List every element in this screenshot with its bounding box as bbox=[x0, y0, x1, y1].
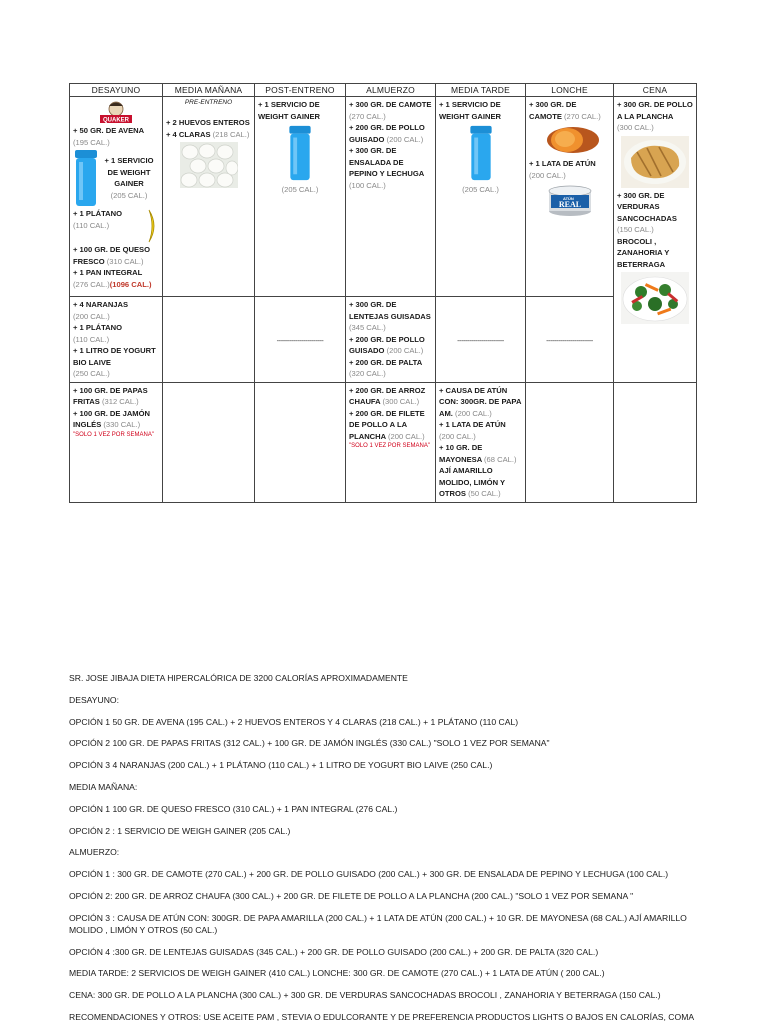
item-mayonesa: + 10 GR. DE MAYONESA (68 CAL.) bbox=[439, 443, 517, 464]
dash-line: ----------------------- bbox=[276, 336, 324, 345]
cell-desayuno-3 bbox=[70, 382, 163, 502]
shaker-group bbox=[73, 148, 159, 208]
header-media-tarde: MEDIA TARDE bbox=[436, 84, 526, 97]
cell-lonche-2 bbox=[526, 297, 614, 383]
item-cena-verduras: + 300 GR. DE VERDURAS SANCOCHADAS (150 CAL.) bbox=[617, 190, 677, 234]
item-post-servicio: + 1 SERVICIO DE WEIGHT GAINER bbox=[258, 100, 321, 121]
item-queso: + 100 GR. DE QUESO FRESCO (310 CAL.) bbox=[73, 245, 151, 266]
summary-line: MEDIA MAÑANA: bbox=[69, 781, 138, 792]
cell-media-manana-2 bbox=[163, 297, 255, 383]
summary-line: OPCIÓN 3 4 NARANJAS (200 CAL.) + 1 PLÁTANO (110 CAL.) + 1 LITRO DE YOGURT BIO LAIVE (250 CAL.) bbox=[69, 760, 493, 771]
cell-post-entreno-2 bbox=[255, 297, 346, 383]
summary-line: OPCIÓN 2: 200 GR. DE ARROZ CHAUFA (300 CAL.) + 200 GR. DE FILETE DE POLLO A LA PLANCHA (200 CAL.) "SOLO 1 VEZ POR SEMANA " bbox=[69, 890, 634, 901]
item-claras: + 4 CLARAS (218 CAL.) bbox=[166, 129, 250, 139]
tuna-label-text: Real bbox=[558, 200, 581, 209]
mt-cal: (205 CAL.) bbox=[462, 185, 499, 194]
item-platano-2: + 1 PLÁTANO (110 CAL.) bbox=[73, 323, 123, 344]
item-cena-pollo: + 300 GR. DE POLLO A LA PLANCHA (300 CAL.) bbox=[617, 100, 693, 132]
item-jamon: + 100 GR. DE JAMÓN INGLÉS (330 CAL.) bbox=[73, 408, 151, 429]
item-avena: + 50 GR. DE AVENA (195 CAL.) bbox=[73, 126, 144, 147]
eggs-icon bbox=[180, 142, 238, 188]
total-cal: (1096 CAL.) bbox=[109, 279, 152, 289]
item-naranjas: + 4 NARANJAS (200 CAL.) bbox=[73, 300, 129, 321]
item-filete: + 200 GR. DE FILETE DE POLLO A LA PLANCHA (200 CAL.) bbox=[349, 408, 425, 441]
cell-lonche-3 bbox=[526, 382, 614, 502]
item-arroz: + 200 GR. DE ARROZ CHAUFA (300 CAL.) bbox=[349, 385, 426, 406]
table-row bbox=[70, 297, 697, 383]
header-media-manana: MEDIA MAÑANA bbox=[163, 84, 255, 97]
table-row bbox=[70, 97, 697, 297]
cell-media-manana-1 bbox=[163, 97, 255, 297]
cell-post-entreno-1 bbox=[255, 97, 346, 297]
item-verduras-list: BROCOLI , ZANAHORIA Y BETERRAGA bbox=[617, 236, 670, 269]
cell-desayuno-1 bbox=[70, 97, 163, 297]
header-row bbox=[70, 84, 697, 97]
item-pollo-2: + 200 GR. DE POLLO GUISADO (200 CAL.) bbox=[349, 334, 425, 355]
vegetables-icon bbox=[621, 272, 689, 324]
summary-line: OPCIÓN 1 : 300 GR. DE CAMOTE (270 CAL.) + 200 GR. DE POLLO GUISADO (200 CAL.) + 300 GR. DE ENSALADA DE PEPINO Y LECHUGA (100 CAL.) bbox=[69, 869, 669, 880]
item-mt-servicio: + 1 SERVICIO DE WEIGHT GAINER bbox=[439, 100, 502, 121]
summary-line: OPCIÓN 1 50 GR. DE AVENA (195 CAL.) + 2 HUEVOS ENTEROS Y 4 CLARAS (218 CAL.) + 1 PLÁTANO (110 CAL) bbox=[69, 716, 519, 727]
diet-summary bbox=[69, 672, 709, 1033]
header-desayuno: DESAYUNO bbox=[70, 84, 163, 97]
summary-line: RECOMENDACIONES Y OTROS: USE ACEITE PAM , STEVIA O EDULCORANTE Y DE PREFERENCIA PRODUCTOS LIGHTS O BAJOS EN CALORÍAS, COMA bbox=[69, 1011, 695, 1022]
summary-line: MEDIA TARDE: 2 SERVICIOS DE WEIGH GAINER (410 CAL.) LONCHE: 300 GR. DE CAMOTE (270 CAL.) + 1 LATA DE ATÚN ( 200 CAL.) bbox=[69, 968, 605, 979]
cell-post-entreno-3 bbox=[255, 382, 346, 502]
header-lonche: LONCHE bbox=[526, 84, 614, 97]
cell-cena bbox=[614, 97, 697, 383]
summary-line: OPCIÓN 2 100 GR. DE PAPAS FRITAS (312 CAL.) + 100 GR. DE JAMÓN INGLÉS (330 CAL.) "SOLO 1 VEZ POR SEMANA" bbox=[69, 738, 550, 749]
item-palta: + 200 GR. DE PALTA (320 CAL.) bbox=[349, 357, 423, 378]
header-post-entreno: POST-ENTRENO bbox=[255, 84, 346, 97]
item-causa: + CAUSA DE ATÚN CON: 300GR. DE PAPA AM. (200 CAL.) bbox=[439, 385, 522, 418]
cell-media-manana-3 bbox=[163, 382, 255, 502]
shaker-bottle-icon bbox=[468, 124, 494, 182]
item-lonche-camote: + 300 GR. DE CAMOTE (270 CAL.) bbox=[529, 100, 601, 121]
sweet-potato-icon bbox=[539, 124, 601, 156]
weekly-note: "SOLO 1 VEZ POR SEMANA" bbox=[73, 431, 154, 438]
item-lonche-atun: + 1 LATA DE ATÚN (200 CAL.) bbox=[529, 159, 596, 180]
quaker-logo-icon bbox=[99, 101, 133, 123]
header-almuerzo: ALMUERZO bbox=[346, 84, 436, 97]
tuna-can-icon bbox=[547, 183, 593, 217]
post-cal: (205 CAL.) bbox=[281, 185, 319, 194]
cell-media-tarde-2 bbox=[436, 297, 526, 383]
shaker-bottle-icon bbox=[287, 124, 313, 182]
item-pollo: + 200 GR. DE POLLO GUISADO (200 CAL.) bbox=[349, 123, 425, 144]
cell-almuerzo-1 bbox=[346, 97, 436, 297]
summary-line: ALMUERZO: bbox=[69, 847, 120, 858]
item-aji: AJÍ AMARILLO MOLIDO, LIMÓN Y OTROS (50 CAL.) bbox=[439, 466, 505, 498]
table-row bbox=[70, 382, 697, 502]
item-camote: + 300 GR. DE CAMOTE (270 CAL.) bbox=[349, 100, 432, 121]
item-pan: + 1 PAN INTEGRAL (276 CAL.)(1096 CAL.) bbox=[73, 268, 152, 289]
dash-line: ----------------------- bbox=[457, 336, 504, 345]
dash-line: ----------------------- bbox=[546, 336, 593, 345]
summary-line: CENA: 300 GR. DE POLLO A LA PLANCHA (300 CAL.) + 300 GR. DE VERDURAS SANCOCHADAS BROCOLI , ZANAHORIA Y BETERRAGA (150 CAL.) bbox=[69, 990, 661, 1001]
cell-almuerzo-2 bbox=[346, 297, 436, 383]
weekly-note: "SOLO 1 VEZ POR SEMANA" bbox=[349, 443, 430, 449]
cell-lonche-1 bbox=[526, 97, 614, 297]
item-yogurt: + 1 LITRO DE YOGURT BIO LAIVE (250 CAL.) bbox=[73, 346, 156, 378]
diet-table bbox=[69, 83, 697, 503]
item-servicio: + 1 SERVICIO DE WEIGHT GAINER (205 CAL.) bbox=[104, 156, 154, 200]
banana-icon bbox=[143, 208, 159, 244]
item-ensalada: + 300 GR. DE ENSALADA DE PEPINO Y LECHUGA (100 CAL.) bbox=[349, 146, 424, 190]
summary-line: OPCIÓN 4 :300 GR. DE LENTEJAS GUISADAS (345 CAL.) + 200 GR. DE POLLO GUISADO (200 CAL.) + 200 GR. DE PALTA (320 CAL.) bbox=[69, 946, 599, 957]
cell-desayuno-2 bbox=[70, 297, 163, 383]
item-papas: + 100 GR. DE PAPAS FRITAS (312 CAL.) bbox=[73, 385, 148, 406]
summary-line: OPCIÓN 3 : CAUSA DE ATÚN CON: 300GR. DE PAPA AMARILLA (200 CAL.) + 1 LATA DE ATÚN (200 CAL.) + 10 GR. DE MAYONESA (68 CAL.) AJÍ AMARILLO MOLIDO , LIMÓN Y OTROS (50 CAL.) bbox=[69, 912, 687, 935]
shaker-bottle-icon bbox=[73, 148, 99, 208]
item-platano: + 1 PLÁTANO (110 CAL.) bbox=[73, 209, 123, 230]
platano-group bbox=[73, 208, 159, 244]
quaker-logo-text: QUAKER bbox=[102, 117, 130, 123]
cell-media-tarde-3 bbox=[436, 382, 526, 502]
item-atun: + 1 LATA DE ATÚN (200 CAL.) bbox=[439, 420, 506, 441]
summary-title: SR. JOSE JIBAJA DIETA HIPERCALÓRICA DE 3200 CALORÍAS APROXIMADAMENTE bbox=[69, 673, 408, 683]
cell-cena-3 bbox=[614, 382, 697, 502]
grilled-chicken-icon bbox=[621, 136, 689, 188]
item-huevos: + 2 HUEVOS ENTEROS bbox=[166, 118, 250, 127]
summary-line: OPCIÓN 1 100 GR. DE QUESO FRESCO (310 CAL.) + 1 PAN INTEGRAL (276 CAL.) bbox=[69, 803, 398, 814]
header-cena: CENA bbox=[614, 84, 697, 97]
pre-entreno-label: PRE-ENTRENO bbox=[184, 99, 233, 106]
cell-media-tarde-1 bbox=[436, 97, 526, 297]
item-lentejas: + 300 GR. DE LENTEJAS GUISADAS (345 CAL.) bbox=[349, 300, 431, 332]
summary-line: OPCIÓN 2 : 1 SERVICIO DE WEIGH GAINER (205 CAL.) bbox=[69, 825, 291, 836]
cell-almuerzo-3 bbox=[346, 382, 436, 502]
tuna-brand-text: ATÚN bbox=[562, 196, 574, 201]
summary-line: DESAYUNO: bbox=[69, 694, 119, 705]
